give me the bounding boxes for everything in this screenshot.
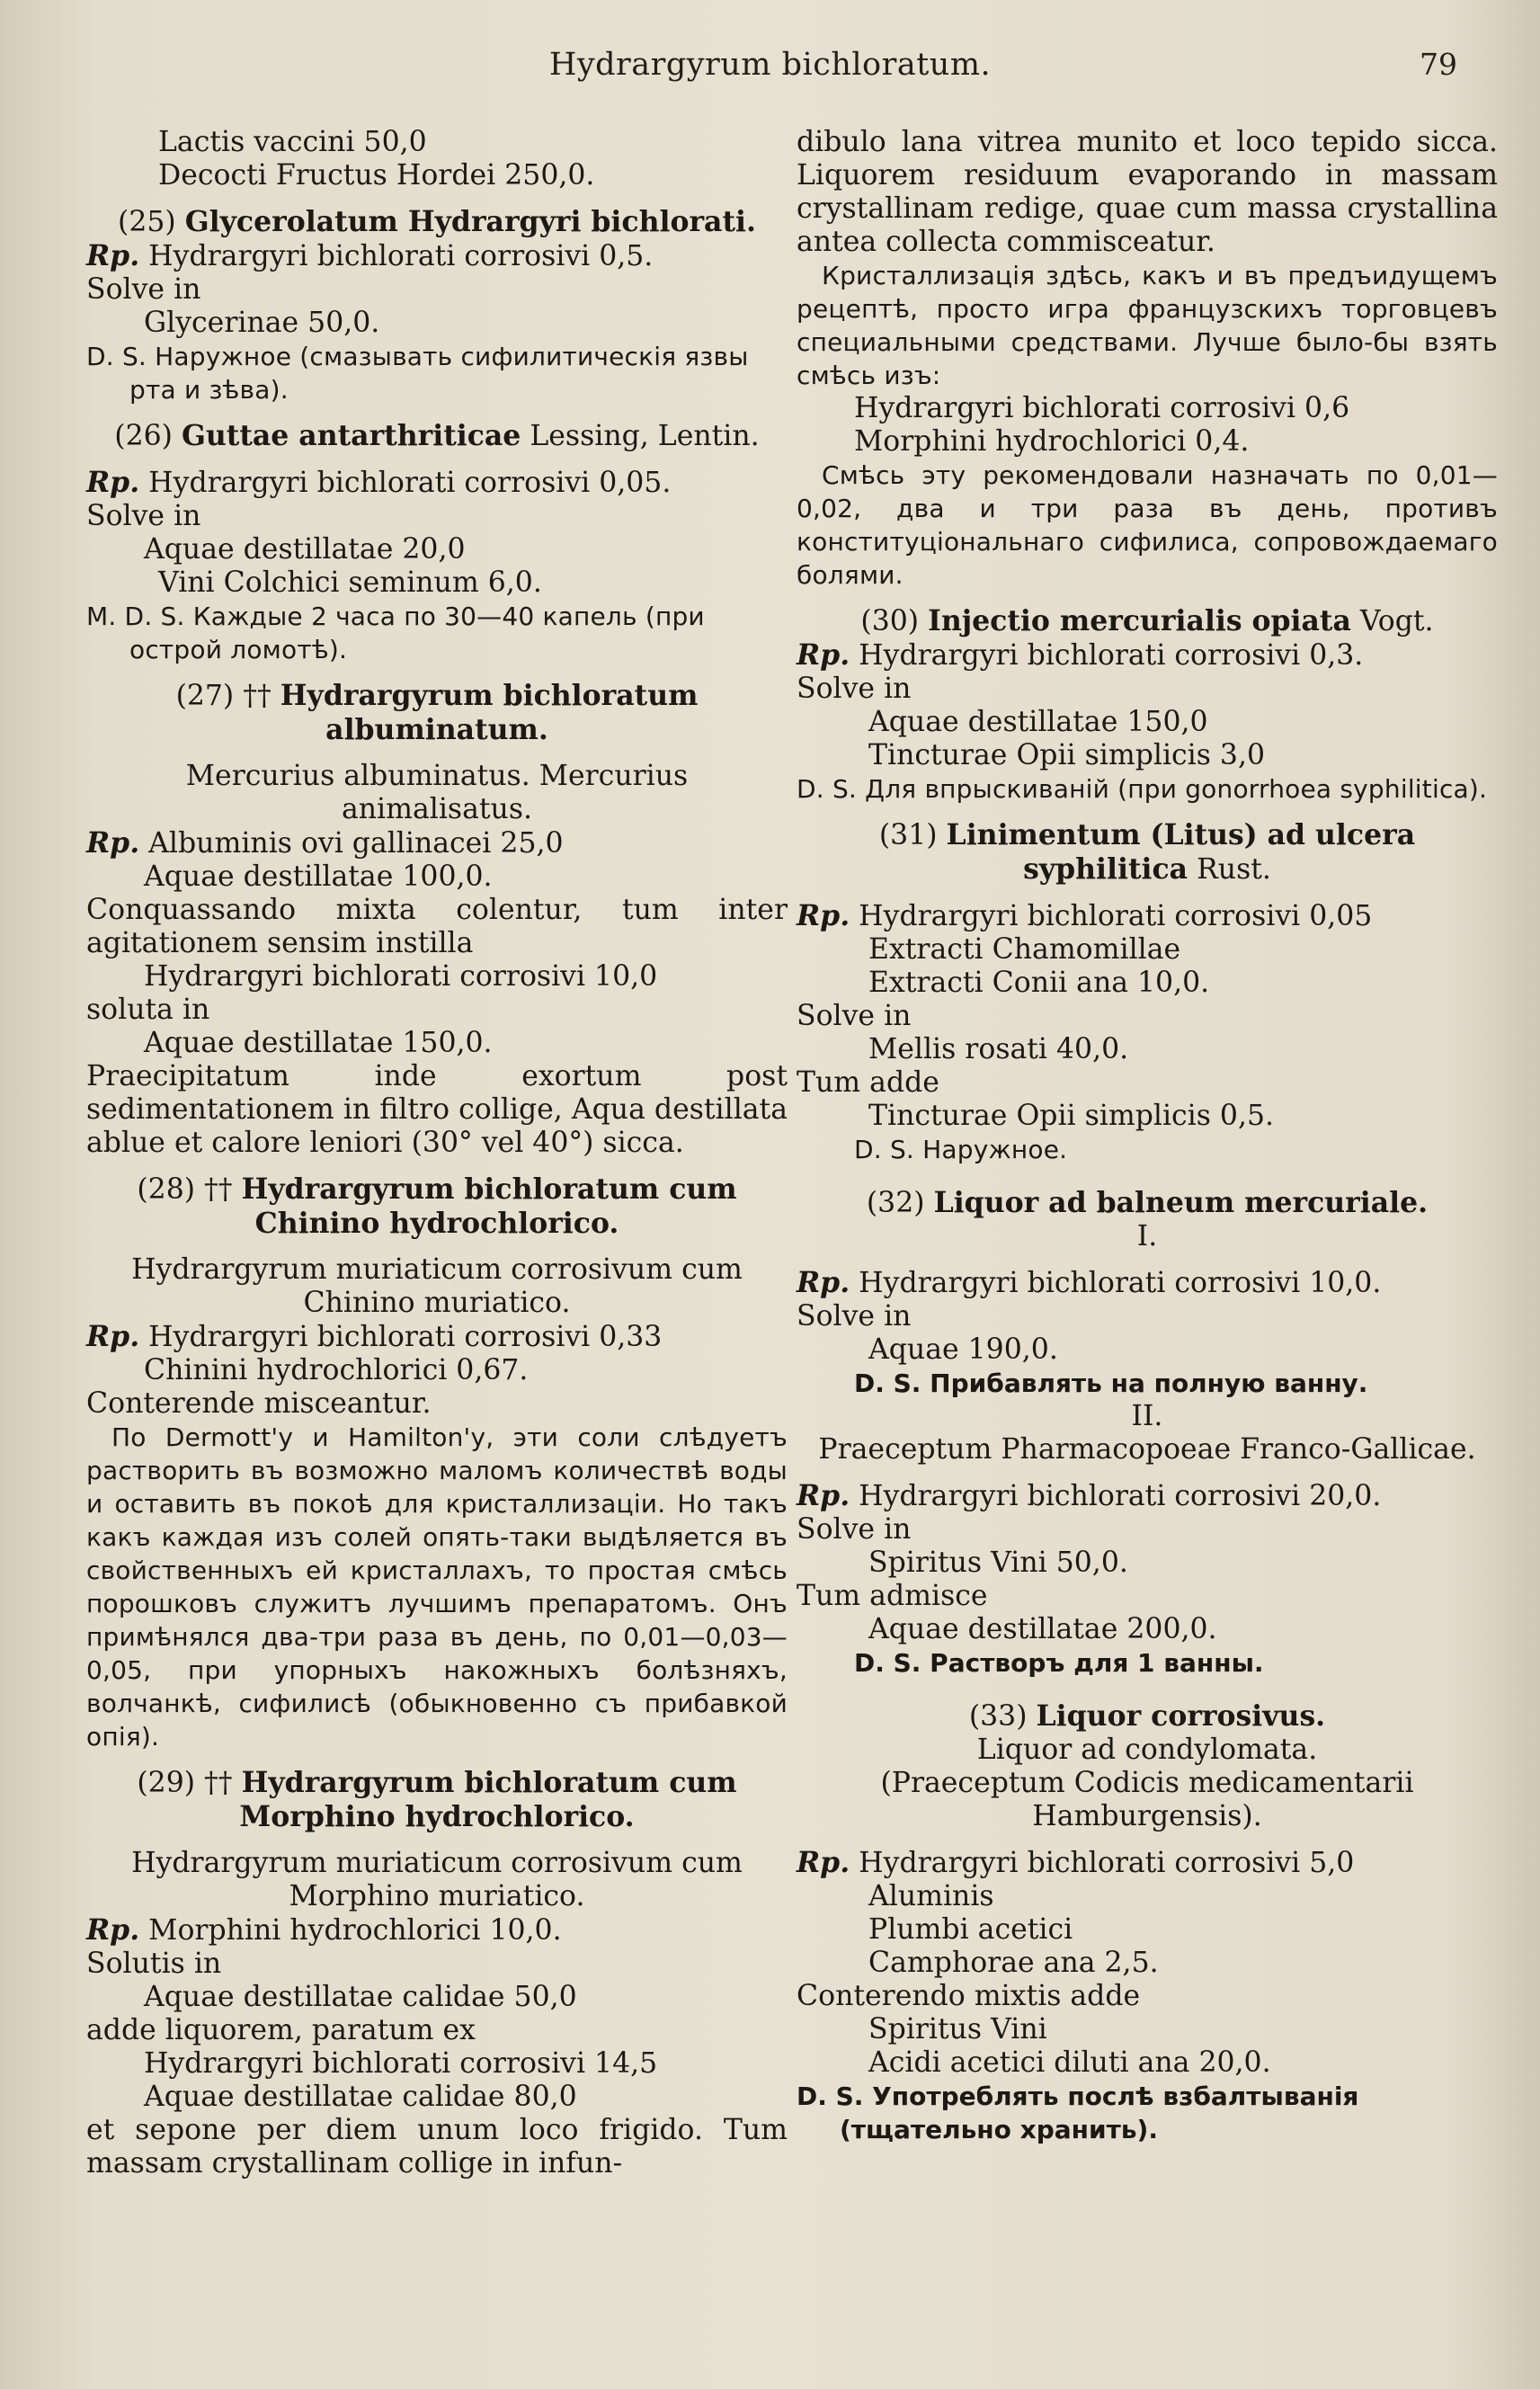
text-line: Tum admisce [797,1580,988,1612]
text-line: Vini Colchici seminum 6,0. [158,566,542,599]
recipe-heading [86,679,788,747]
right-column [797,126,1498,2146]
text-line: Solve in [797,1300,912,1333]
text-line: Solve in [86,273,201,306]
recipe-number: (28) †† [137,1173,233,1206]
text-line: et sepone per diem unum loco frigido. Tum massam crystallinam collige in infun- [86,2114,788,2180]
prescription-line [86,1913,788,1948]
text-line: Praeceptum Pharmacopoeae Franco-Gallicae. [818,1433,1476,1466]
text-line: Tincturae Opii simplicis 0,5. [868,1100,1275,1132]
prescription-text: Albuminis ovi gallinacei 25,0 [139,827,564,860]
text-line: Aquae destillatae calidae 50,0 [144,1981,577,2013]
prescription-text: Morphini hydrochlorici 10,0. [139,1914,562,1947]
recipe-title: Hydrargyrum bichloratum cum Chinino hydrochlorico. [241,1172,737,1240]
text-line: adde liquorem, paratum ex [86,2014,476,2046]
text-line: Tincturae Opii simplicis 3,0 [868,739,1266,771]
text-line: Mercurius albuminatus. Mercurius animalisatus. [185,760,689,825]
recipe-symbol: Rp. [86,239,140,272]
prescription-line [797,1846,1498,1880]
recipe-heading [86,205,788,239]
text-line: Aquae destillatae calidae 80,0 [144,2081,577,2113]
text-line: Conterendo mixtis adde [797,1980,1141,2012]
text-line: Aquae destillatae 20,0 [144,533,466,566]
recipe-heading [797,604,1498,638]
recipe-title: Liquor ad balneum mercuriale. [933,1186,1429,1219]
prescription-line [86,1320,788,1354]
recipe-symbol: Rp. [86,466,140,499]
text-line: D. S. Для впрыскиваній (при gonorrhoea syphilitica). [797,774,1488,804]
recipe-symbol: Rp. [797,899,850,932]
recipe-number: (27) †† [175,680,272,712]
text-line: Aquae 190,0. [868,1333,1058,1366]
text-line: Кристаллизація здѣсь, какъ и въ предъидущемъ рецептѣ, просто игра французскихъ торговцевъ специальными средствами. Лучше было-бы взять смѣсь изъ: [797,261,1498,390]
text-line: Aquae destillatae 200,0. [868,1613,1217,1645]
recipe-author: Rust. [1188,853,1271,886]
text-line: D. S. Наружное (смазывать сифилитическія язвы рта и зѣва). [86,342,749,405]
text-line: Extracti Chamomillae [868,933,1181,966]
text-line: Extracti Conii ana 10,0. [868,967,1210,999]
recipe-symbol: Rp. [797,638,850,672]
text-line: Solve in [797,1513,912,1546]
prescription-text: Hydrargyri bichlorati corrosivi 0,05. [139,467,672,499]
recipe-title: Injectio mercurialis opiata [928,604,1351,637]
text-line: Decocti Fructus Hordei 250,0. [158,159,595,192]
text-line: Aquae destillatae 150,0. [144,1027,493,1059]
recipe-title: Glycerolatum Hydrargyri bichlorati. [184,205,756,238]
recipe-title: Liquor corrosivus. [1036,1699,1326,1733]
recipe-symbol: Rp. [797,1266,850,1299]
recipe-symbol: Rp. [86,826,140,860]
text-line: Liquor ad condylomata. [976,1734,1318,1766]
text-line: Aquae destillatae 100,0. [144,860,493,893]
recipe-title: Linimentum (Litus) ad ulcera syphilitica [946,818,1416,886]
prescription-line [797,638,1498,673]
recipe-heading [86,419,788,453]
text-line: Смѣсь эту рекомендовали назначать по 0,01—0,02, два и три раза въ день, противъ конституціональнаго сифилиса, сопровождаемаго болями. [797,460,1498,590]
text-line: Acidi acetici diluti ana 20,0. [868,2046,1271,2079]
text-line: Solve in [797,673,912,705]
recipe-number: (25) [118,206,176,238]
text-line: Aluminis [868,1880,994,1912]
recipe-number: (29) †† [137,1767,233,1799]
text-line: D. S. Растворъ для 1 ванны. [854,1648,1264,1678]
text-line: Conterende misceantur. [86,1387,432,1420]
recipe-number: (32) [866,1187,925,1219]
text-line: M. D. S. Каждые 2 часа по 30—40 капель (при острой ломотѣ). [86,602,705,664]
text-line: Aquae destillatae 150,0 [868,706,1208,738]
text-line: Hydrargyri bichlorati corrosivi 10,0 [144,960,658,993]
text-line: Plumbi acetici [868,1913,1073,1946]
prescription-text: Hydrargyri bichlorati corrosivi 0,05 [850,900,1373,932]
text-line: Hydrargyri bichlorati corrosivi 14,5 [144,2047,658,2080]
text-line: I. [1136,1220,1158,1252]
recipe-title: Hydrargyrum bichloratum cum Morphino hydrochlorico. [239,1766,737,1833]
text-line: Camphorae ana 2,5. [868,1947,1159,1979]
text-line: Hydrargyrum muriaticum corrosivum cum Morphino muriatico. [131,1847,743,1912]
recipe-number: (30) [860,605,920,637]
recipe-symbol: Rp. [797,1846,850,1879]
text-line: Praecipitatum inde exortum post sedimentationem in filtro collige, Aqua destillata ablue et calore leniori (30° vel 40°) sicca. [86,1060,788,1159]
text-line: D. S. Употреблять послѣ взбалтыванія (тщательно хранить). [797,2081,1359,2144]
recipe-heading [86,1172,788,1241]
text-line: Solve in [86,500,201,532]
prescription-line [86,239,788,273]
prescription-line [797,1266,1498,1300]
prescription-text: Hydrargyri bichlorati corrosivi 10,0. [850,1267,1382,1299]
text-line: Glycerinae 50,0. [144,307,380,339]
text-line: (Praeceptum Codicis medicamentarii Hamburgensis). [880,1767,1414,1832]
prescription-line [797,1479,1498,1513]
prescription-line [86,826,788,860]
running-title: Hydrargyrum bichloratum. [548,47,992,83]
recipe-heading [86,1766,788,1834]
text-line: Morphini hydrochlorici 0,4. [854,425,1250,458]
text-line: Solve in [797,1000,912,1032]
text-line: Lactis vaccini 50,0 [158,126,427,158]
text-line: По Dermott'у и Hamilton'у, эти соли слѣдуетъ растворить въ возможно маломъ количествѣ воды и оставить въ покоѣ для кристаллизаціи. Но такъ какъ каждая изъ солей опять-таки выдѣляется въ свойственныхъ ей кристаллахъ, то простая смѣсь порошковъ служитъ лучшимъ препаратомъ. Онъ примѣнялся два-три раза въ день, по 0,01—0,03—0,05, при упорныхъ накожныхъ болѣзняхъ, волчанкѣ, сифилисѣ (обыкновенно съ прибавкой опія). [86,1422,788,1752]
text-line: Spiritus Vini 50,0. [868,1547,1128,1579]
recipe-number: (31) [878,819,938,851]
recipe-symbol: Rp. [86,1320,140,1353]
recipe-title: Hydrargyrum bichloratum albuminatum. [280,679,699,746]
prescription-text: Hydrargyri bichlorati corrosivi 0,3. [850,639,1364,672]
prescription-text: Hydrargyri bichlorati corrosivi 5,0 [850,1847,1355,1879]
text-line: Hydrargyrum muriaticum corrosivum cum Chinino muriatico. [131,1253,743,1319]
text-line: soluta in [86,994,210,1026]
recipe-heading [797,1186,1498,1220]
recipe-author: Vogt. [1350,605,1434,637]
page-number: 79 [1420,47,1457,82]
text-line: Hydrargyri bichlorati corrosivi 0,6 [854,392,1350,424]
recipe-symbol: Rp. [86,1913,140,1947]
recipe-title: Guttae antarthriticae [181,419,521,452]
recipe-heading [797,1699,1498,1734]
text-line: Solutis in [86,1948,222,1980]
text-line: II. [1131,1400,1163,1432]
recipe-number: (33) [968,1700,1028,1733]
left-column [86,126,788,2180]
text-line: Spiritus Vini [868,2013,1047,2046]
prescription-line [86,466,788,500]
recipe-heading [797,818,1498,887]
recipe-symbol: Rp. [797,1479,850,1512]
text-line: dibulo lana vitrea munito et loco tepido sicca. Liquorem residuum evaporando in massam crystallinam redige, quae cum massa crystallina antea collecta commisceatur. [797,126,1498,258]
running-head [0,47,1540,86]
prescription-text: Hydrargyri bichlorati corrosivi 0,5. [139,240,654,272]
recipe-number: (26) [114,420,173,452]
prescription-text: Hydrargyri bichlorati corrosivi 20,0. [850,1480,1382,1512]
text-line: Chinini hydrochlorici 0,67. [144,1354,529,1386]
text-line: Tum adde [797,1066,939,1099]
prescription-line [797,899,1498,933]
text-line: Mellis rosati 40,0. [868,1033,1129,1065]
prescription-text: Hydrargyri bichlorati corrosivi 0,33 [139,1321,663,1353]
text-line: D. S. Прибавлять на полную ванну. [854,1368,1368,1398]
recipe-author: Lessing, Lentin. [521,420,760,452]
text-line: D. S. Наружное. [854,1135,1068,1164]
text-line: Conquassando mixta colentur, tum inter agitationem sensim instilla [86,894,788,959]
